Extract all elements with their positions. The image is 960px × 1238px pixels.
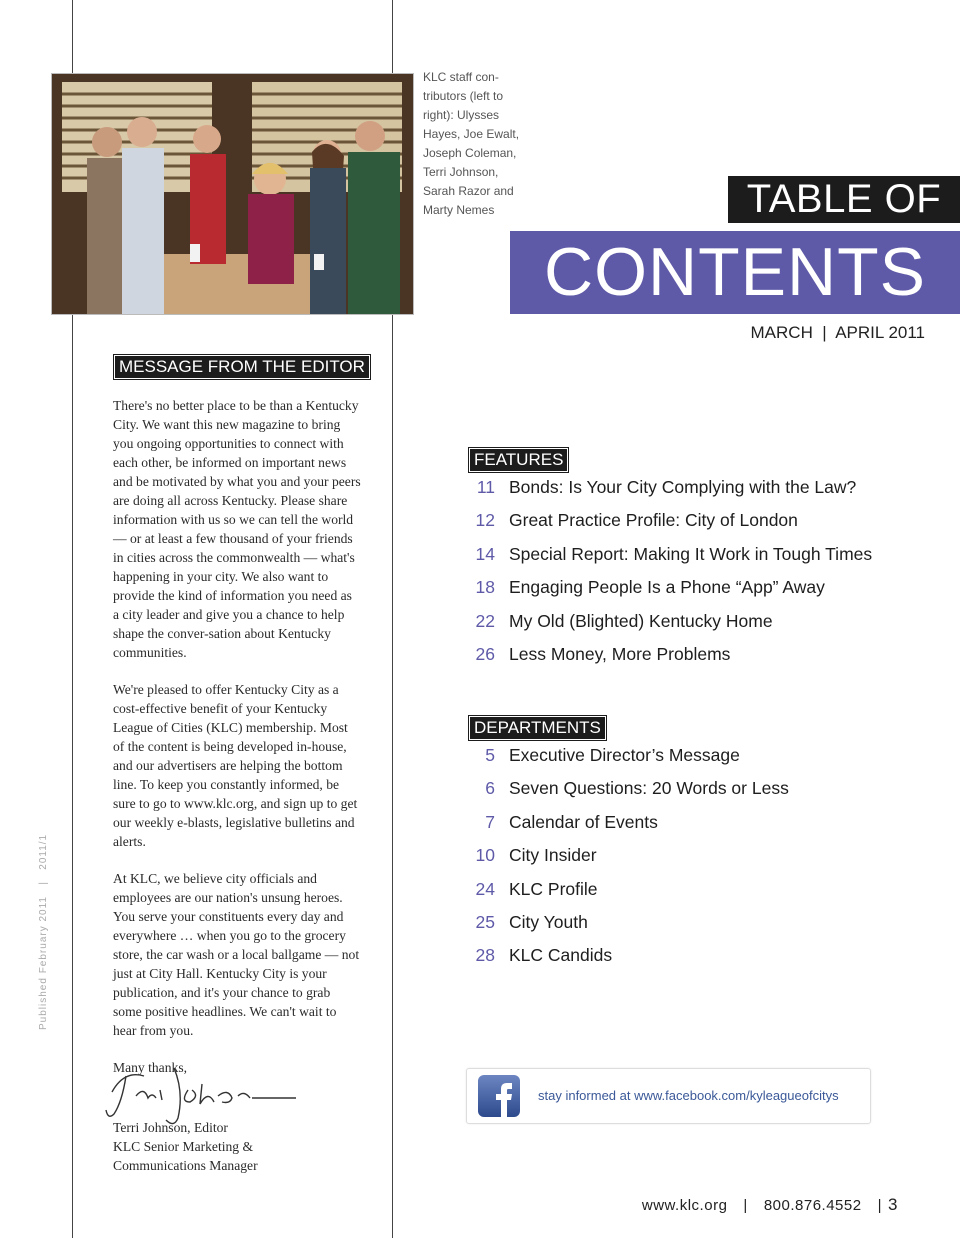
footer-separator: |: [743, 1197, 748, 1214]
article-title: My Old (Blighted) Kentucky Home: [509, 610, 773, 631]
title-contents: CONTENTS: [510, 231, 960, 314]
page-number: 18: [475, 577, 495, 598]
page-number: 5: [485, 745, 495, 765]
editor-closing: Many thanks,: [113, 1060, 188, 1075]
toc-entry[interactable]: [470, 879, 950, 912]
toc-entry[interactable]: [470, 477, 950, 510]
department-title: KLC Candids: [509, 945, 613, 966]
editor-signoff: [113, 1118, 313, 1175]
left-rule: [72, 0, 73, 73]
signoff-line: KLC Senior Marketing &: [113, 1139, 254, 1154]
page-number: 26: [475, 643, 495, 664]
page-number: 25: [475, 911, 495, 932]
departments-list: [470, 745, 950, 979]
signoff-line: Communications Manager: [113, 1158, 258, 1173]
page-number: 22: [475, 610, 495, 631]
footer-contact: [642, 1197, 898, 1214]
toc-entry[interactable]: [470, 510, 950, 543]
department-title: City Youth: [509, 911, 588, 932]
departments-heading: DEPARTMENTS: [469, 716, 606, 740]
page-number: 14: [475, 543, 495, 564]
toc-entry[interactable]: [470, 611, 950, 644]
facebook-link-text[interactable]: stay informed at www.facebook.com/kyleagueofcitys: [538, 1088, 839, 1103]
toc-entry[interactable]: [470, 812, 950, 845]
editor-paragraph: We're pleased to offer Kentucky City as a cost-effective benefit of your Kentucky League of Cities (KLC) membership. Most of the content is being developed in-house, and our advertisers are helping the bottom line. To keep you constantly informed, be sure to go to www.klc.org, and sign up to get our weekly e-blasts, legislative bulletins and alerts.: [113, 682, 358, 849]
staff-photo: [51, 73, 414, 315]
page-number: 10: [475, 845, 495, 866]
toc-entry[interactable]: [470, 544, 950, 577]
publication-note: Published February 2011 | 2011/1: [38, 833, 49, 1030]
page-number: 28: [475, 945, 495, 966]
features-heading: FEATURES: [469, 448, 568, 472]
facebook-icon[interactable]: [477, 1074, 521, 1118]
toc-entry[interactable]: [470, 845, 950, 878]
editor-paragraph: There's no better place to be than a Kentucky City. We want this new magazine to bring you ongoing opportunities to connect with each other, be informed on important news and be motivated by what you and your peers are doing all across Kentucky. Please share information with us so we can tell the world — or at least a few thousand of your friends in cities across the commonwealth — what's happening in your city. We also want to provide the kind of information you need as a city leader and give you a chance to help shape the conver-sation about Kentucky communities.: [113, 398, 361, 660]
department-title: KLC Profile: [509, 878, 598, 899]
left-rule-lower: [72, 313, 73, 1238]
toc-entry[interactable]: [470, 577, 950, 610]
article-title: Great Practice Profile: City of London: [509, 510, 798, 531]
page-number: 12: [475, 510, 495, 531]
footer-phone: 800.876.4552: [763, 1197, 862, 1214]
page-number: 6: [485, 778, 495, 799]
toc-entry[interactable]: [470, 912, 950, 945]
title-table-of: TABLE OF: [728, 176, 960, 223]
page-number: 7: [485, 811, 495, 832]
editor-heading: MESSAGE FROM THE EDITOR: [114, 355, 370, 379]
toc-entry[interactable]: [470, 644, 950, 677]
footer-url[interactable]: www.klc.org: [641, 1197, 728, 1214]
department-title: Executive Director’s Message: [509, 745, 740, 765]
signoff-line: Terri Johnson, Editor: [113, 1120, 228, 1135]
department-title: Calendar of Events: [509, 811, 658, 832]
features-list: [470, 477, 950, 677]
photo-caption: KLC staff con-tributors (left to right): Ulysses Hayes, Joe Ewalt, Joseph Coleman, Terri Johnson, Sarah Razor and Marty Nemes: [423, 70, 520, 217]
page-number: 11: [476, 477, 495, 497]
editor-paragraph: At KLC, we believe city officials and employees are our nation's unsung heroes. You serve your constituents every day and everywhere … when you go to the grocery store, the car wash or a local ballgame — not just at City Hall. Kentucky City is your publication, and it's your chance to grab some positive headlines. We can't wait to hear from you.: [113, 871, 360, 1038]
center-rule: [392, 0, 393, 73]
article-title: Less Money, More Problems: [509, 643, 731, 664]
article-title: Engaging People Is a Phone “App” Away: [509, 577, 825, 598]
page-number-footer: 3: [888, 1195, 898, 1214]
article-title: Bonds: Is Your City Complying with the Law?: [509, 477, 857, 497]
facebook-promo[interactable]: [466, 1068, 871, 1124]
page-number: 24: [475, 878, 495, 899]
editor-letter: [113, 396, 361, 1095]
footer-separator: |: [877, 1197, 882, 1214]
article-title: Special Report: Making It Work in Tough Times: [509, 543, 873, 564]
toc-entry[interactable]: [470, 745, 950, 778]
issue-date: MARCH | APRIL 2011: [750, 323, 925, 342]
toc-entry[interactable]: [470, 945, 950, 978]
toc-entry[interactable]: [470, 778, 950, 811]
center-rule-lower: [392, 313, 393, 1238]
department-title: City Insider: [509, 845, 597, 866]
department-title: Seven Questions: 20 Words or Less: [509, 778, 789, 799]
